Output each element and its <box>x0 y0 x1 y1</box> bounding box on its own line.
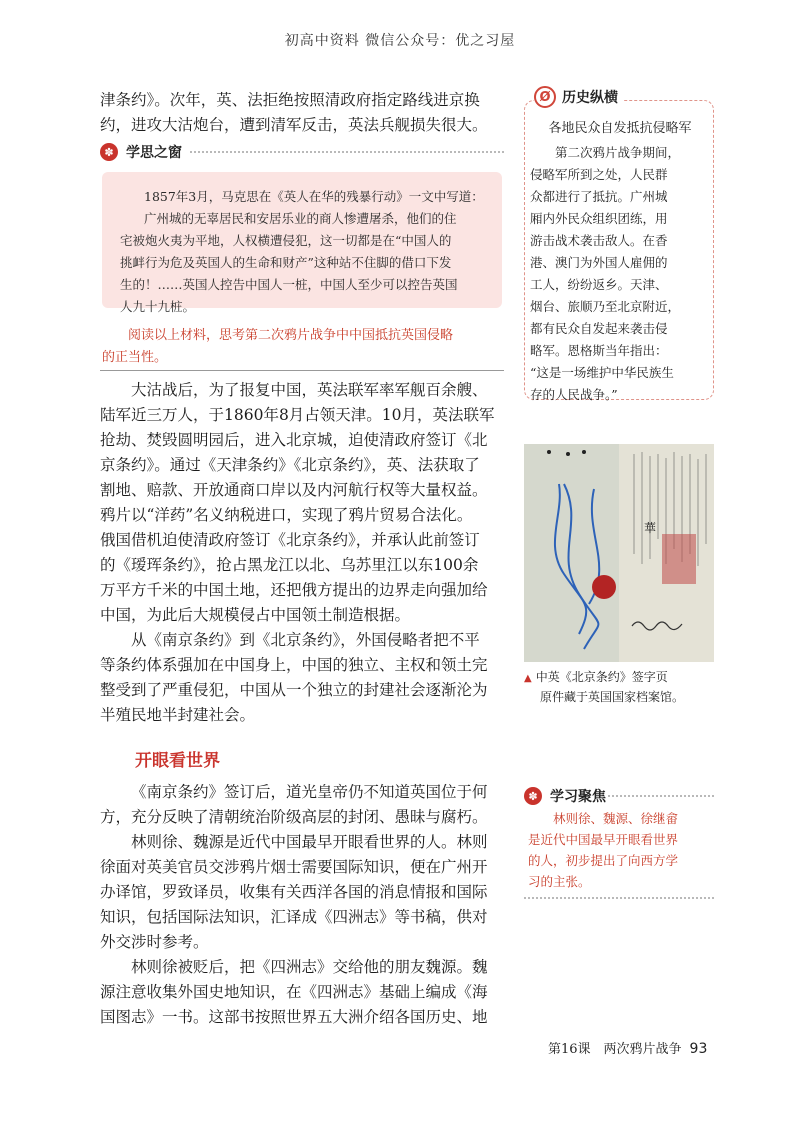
text-line: 的《瑷珲条约》，抢占黑龙江以北、乌苏里江以东100余 <box>100 556 479 574</box>
text-line: 万平方千米的中国土地，还把俄方提出的边界走向强加给 <box>100 581 488 599</box>
sidebar-line: 侵略军所到之处，人民群 <box>530 167 668 182</box>
page-header: 初高中资料 微信公众号：优之习屋 <box>284 33 516 49</box>
text-line: 知识，包括国际法知识，汇译成《四洲志》等书稿，供对 <box>100 908 488 926</box>
kaiyan-paragraph-2 <box>100 830 504 955</box>
xuesi-title: 学思之窗 <box>126 145 182 161</box>
dotted-divider <box>608 795 714 797</box>
svg-text:華: 華 <box>644 521 657 535</box>
body-paragraph-2 <box>100 628 504 728</box>
quote-line: 挑衅行为危及英国人的生命和财产”这种站不住脚的借口下发 <box>120 255 452 270</box>
history-icon: Ø <box>534 86 556 108</box>
text-line: 割地、赔款、开放通商口岸以及内河航行权等大量权益。 <box>100 481 488 499</box>
sidebar-line: 都有民众自发起来袭击侵 <box>530 321 668 336</box>
focus-line-text: 的人，初步提出了向西方学 <box>528 853 679 868</box>
body-paragraph-1 <box>100 378 504 628</box>
text-line: 津条约》。次年，英、法拒绝按照清政府指定路线进京换 <box>100 91 480 109</box>
text-line: 等条约体系强加在中国身上，中国的独立、主权和领土完 <box>100 656 488 674</box>
dotted-divider <box>524 897 714 899</box>
section-divider <box>100 370 504 371</box>
text-line: 从《南京条约》到《北京条约》，外国侵略者把不平 <box>131 631 480 649</box>
text-line: 整受到了严重侵犯，中国从一个独立的封建社会逐渐沦为 <box>100 681 488 699</box>
intro-text <box>100 88 504 138</box>
question-line: 的正当性。 <box>102 350 168 365</box>
focus-line-text: 林则徐、魏源、徐继畲 <box>553 811 679 826</box>
history-sidebar-content <box>530 118 710 406</box>
quote-box <box>102 172 502 314</box>
history-sidebar-header <box>534 86 624 108</box>
sidebar-line: 游击战术袭击敌人。在香 <box>530 233 668 248</box>
dotted-divider <box>190 151 504 153</box>
focus-content <box>528 808 714 892</box>
question-line: 阅读以上材料，思考第二次鸦片战争中中国抵抗英国侵略 <box>128 328 454 343</box>
think-question <box>102 325 502 369</box>
lesson-title: 第16课 两次鸦片战争 <box>548 1042 682 1057</box>
kaiyan-paragraph-1 <box>100 780 504 830</box>
text-line: 方，充分反映了清朝统治阶级高层的封闭、愚昧与腐朽。 <box>100 808 488 826</box>
focus-line-text: 是近代中国最早开眼看世界 <box>528 832 679 847</box>
triangle-icon: ▲ <box>524 673 532 684</box>
sidebar-line: 第二次鸦片战争期间， <box>555 145 681 160</box>
text-line: 徐面对英美官员交涉鸦片烟士需要国际知识，便在广州开 <box>100 858 488 876</box>
text-line: 《南京条约》签订后，道光皇帝仍不知道英国位于何 <box>131 783 488 801</box>
sidebar-line: 存的人民战争。” <box>530 387 618 402</box>
sidebar-line: 厢内外民众组织团练，用 <box>530 211 668 226</box>
quote-line: 生的！……英国人控告中国人一桩，中国人至少可以控告英国 <box>120 277 458 292</box>
text-line: 约，进攻大沽炮台，遭到清军反击，英法兵舰损失很大。 <box>100 116 488 134</box>
quote-line: 1857年3月，马克思在《英人在华的残暴行动》一文中写道： <box>144 189 484 204</box>
quote-line: 宅被炮火夷为平地，人权横遭侵犯，这一切都是在“中国人的 <box>120 233 452 248</box>
text-line: 陆军近三万人，于1860年8月占领天津。10月，英法联军 <box>100 406 495 424</box>
flower-icon: ✽ <box>524 787 542 805</box>
treaty-signature-photo <box>524 444 714 662</box>
text-line: 鸦片以“洋药”名义纳税进口，实现了鸦片贸易合法化。 <box>100 506 473 524</box>
focus-header <box>524 786 606 806</box>
flower-icon: ✽ <box>100 143 118 161</box>
sidebar-line: 港、澳门为外国人雇佣的 <box>530 255 668 270</box>
quote-line: 人九十九桩。 <box>120 299 196 314</box>
text-line: 中国，为此后大规模侵占中国领土制造根据。 <box>100 606 411 624</box>
text-line: 办译馆，罗致译员，收集有关西洋各国的消息情报和国际 <box>100 883 488 901</box>
text-line: 林则徐、魏源是近代中国最早开眼看世界的人。林则 <box>131 833 488 851</box>
xuesi-header <box>100 142 504 162</box>
focus-line-text: 习的主张。 <box>528 874 591 889</box>
text-line: 国图志》一书。这部书按照世界五大洲介绍各国历史、地 <box>100 1008 488 1026</box>
text-line: 外交涉时参考。 <box>100 933 209 951</box>
treaty-document-image <box>524 444 714 662</box>
caption-title: 中英《北京条约》签字页 <box>535 670 668 684</box>
page-number: 93 <box>689 1041 708 1057</box>
text-line: 俄国借机迫使清政府签订《北京条约》，并承认此前签订 <box>100 531 480 549</box>
sidebar-line: 烟台、旅顺乃至北京附近， <box>530 299 681 314</box>
photo-caption <box>524 668 724 707</box>
sidebar-title: 历史纵横 <box>562 90 618 106</box>
focus-title: 学习聚焦 <box>550 789 606 805</box>
sidebar-line: 众都进行了抵抗。广州城 <box>530 189 668 204</box>
page-footer <box>548 1038 707 1057</box>
kaiyan-paragraph-3 <box>100 955 504 1030</box>
sidebar-line: “这是一场维护中华民族生 <box>530 365 674 380</box>
sidebar-line: 工人，纷纷返乡。天津、 <box>530 277 668 292</box>
text-line: 抢劫、焚毁圆明园后，进入北京城，迫使清政府签订《北 <box>100 431 488 449</box>
text-line: 源注意收集外国史地知识，在《四洲志》基础上编成《海 <box>100 983 488 1001</box>
sidebar-line: 略军。恩格斯当年指出： <box>530 343 668 358</box>
quote-line: 广州城的无辜居民和安居乐业的商人惨遭屠杀，他们的住 <box>144 211 457 226</box>
sidebar-subtitle: 各地民众自发抵抗侵略军 <box>548 121 692 136</box>
text-line: 林则徐被贬后，把《四洲志》交给他的朋友魏源。魏 <box>131 958 488 976</box>
caption-line-2: 原件藏于英国国家档案馆。 <box>540 690 685 704</box>
caption-line-1 <box>524 668 724 688</box>
text-line: 大沽战后，为了报复中国，英法联军率军舰百余艘、 <box>131 381 488 399</box>
section-title-kaiyan: 开眼看世界 <box>135 751 220 771</box>
text-line: 京条约》。通过《天津条约》《北京条约》，英、法获取了 <box>100 456 480 474</box>
text-line: 半殖民地半封建社会。 <box>100 706 256 724</box>
